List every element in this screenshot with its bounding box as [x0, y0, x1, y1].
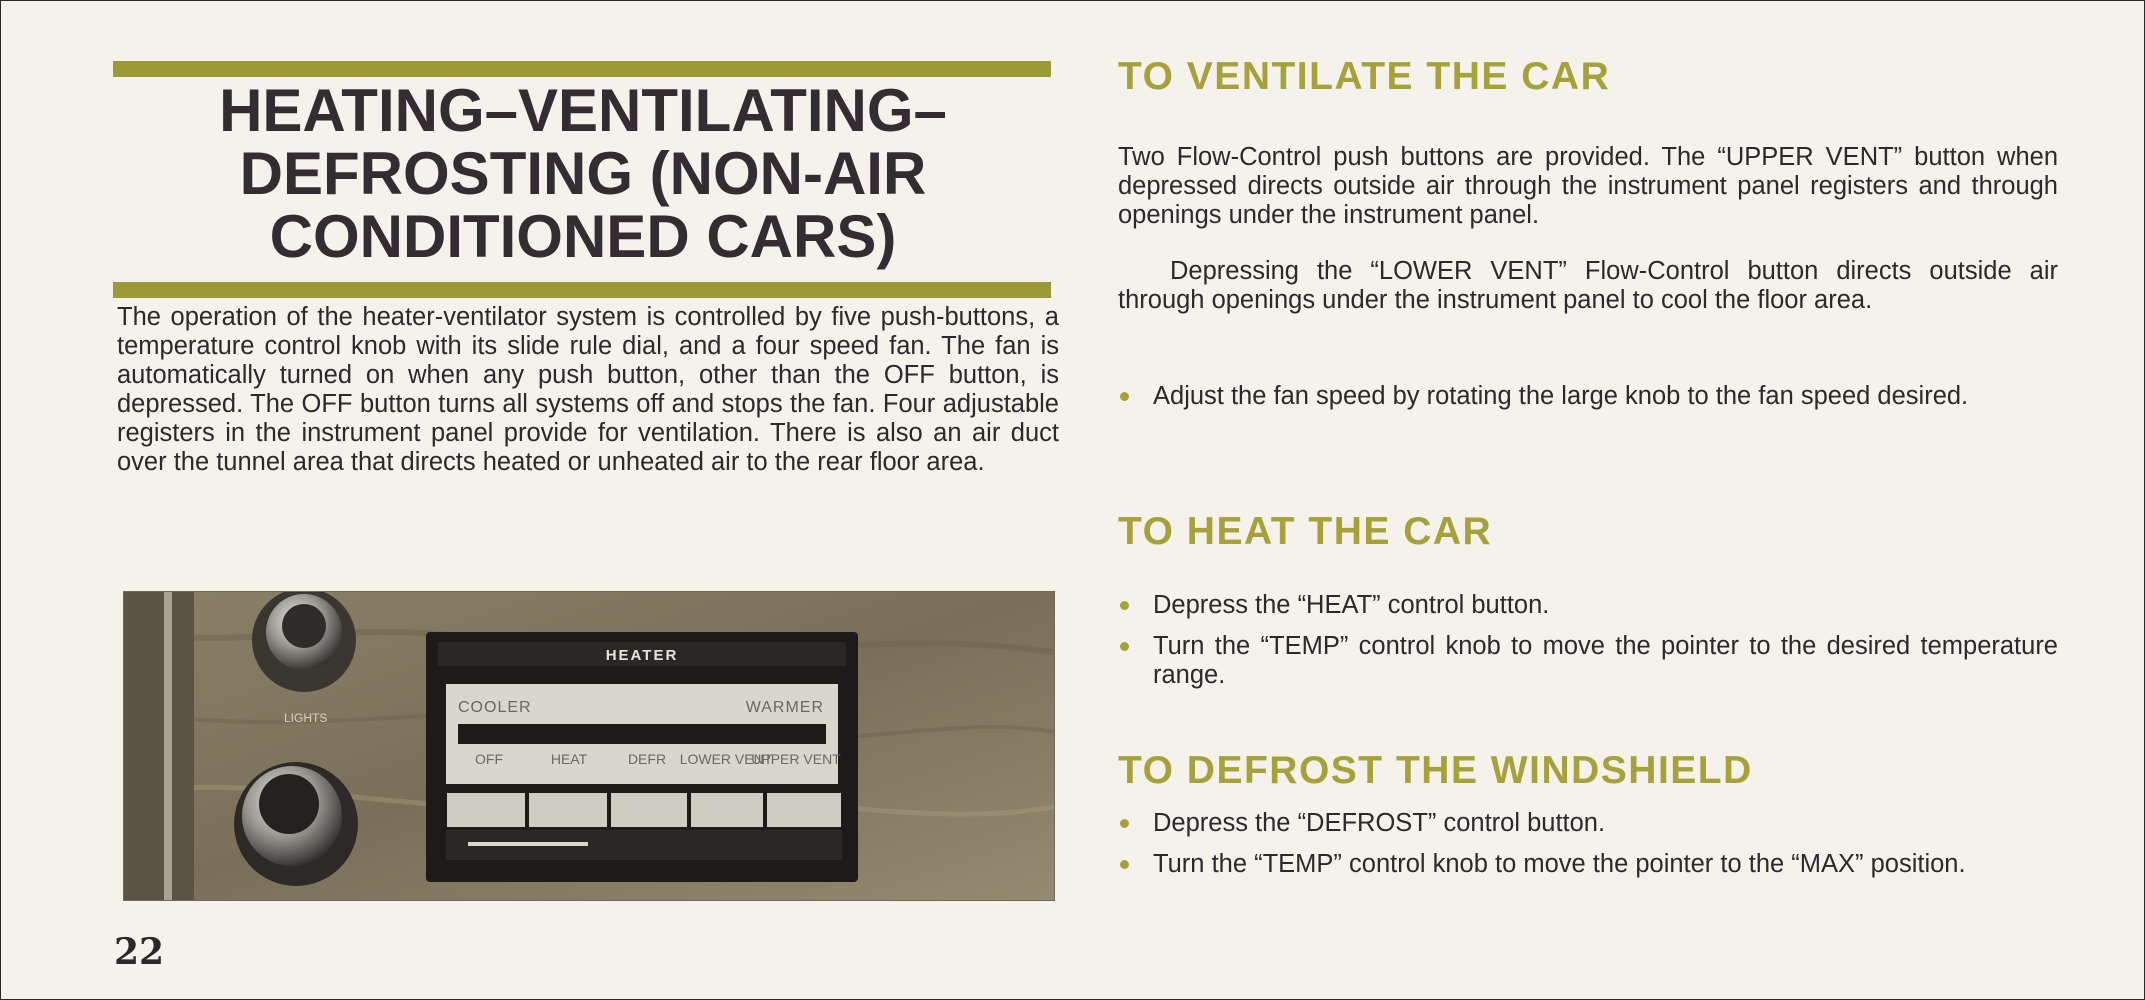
list-item: [1118, 809, 2058, 838]
bullet-icon: [1120, 819, 1129, 828]
heat-bullet-2-text: Turn the “TEMP” control knob to move the pointer to the desired temperature range.: [1153, 632, 2058, 689]
heater-control-photo: [123, 591, 1055, 901]
ventilate-paragraph-1: Two Flow-Control push buttons are provided. The “UPPER VENT” button when depressed directs outside air through the instrument panel registers and through openings under the instrument panel.: [1118, 143, 2058, 229]
defrost-bullet-1-text: Depress the “DEFROST” control button.: [1153, 809, 1606, 837]
ventilate-bullet-1-text: Adjust the fan speed by rotating the large knob to the fan speed desired.: [1153, 382, 1969, 410]
list-item: [1118, 382, 2058, 411]
defrost-bullet-2-text: Turn the “TEMP” control knob to move the pointer to the “MAX” position.: [1153, 850, 1966, 878]
title-bottom-rule: [113, 282, 1051, 298]
bullet-icon: [1120, 642, 1129, 651]
heading-ventilate: TO VENTILATE THE CAR: [1118, 55, 1611, 98]
fan-speed-knob: [234, 762, 358, 886]
heading-defrost: TO DEFROST THE WINDSHIELD: [1118, 749, 1753, 792]
heat-bullet-1-text: Depress the “HEAT” control button.: [1153, 591, 1550, 619]
title-line-3: CONDITIONED CARS): [269, 203, 897, 270]
title-line-2: DEFROSTING (NON-AIR: [239, 140, 927, 207]
list-item: [1118, 632, 2058, 690]
button-label-defr: DEFR: [627, 751, 667, 767]
button-label-upper-vent: UPPER VENT: [751, 751, 841, 767]
bullet-icon: [1120, 601, 1129, 610]
button-label-heat: HEAT: [550, 751, 588, 767]
ventilate-bullets: [1118, 382, 2058, 423]
page-number: 22: [114, 931, 165, 973]
list-item: [1118, 850, 2058, 879]
bullet-icon: [1120, 860, 1129, 869]
title-top-rule: [113, 61, 1051, 77]
warmer-label: WARMER: [745, 699, 824, 716]
list-item: [1118, 591, 2058, 620]
ventilate-paragraph-2: Depressing the “LOWER VENT” Flow-Control button directs outside air through openings under the instrument panel to cool the floor area.: [1118, 257, 2058, 314]
heading-heat: TO HEAT THE CAR: [1118, 510, 1493, 553]
intro-paragraph: The operation of the heater-ventilator system is controlled by five push-buttons, a temperature control knob with its slide rule dial, and a four speed fan. The fan is automatically turned on when any push button, other than the OFF button, is depressed. The OFF button turns all systems off and stops the fan. Four adjustable registers in the instrument panel provide for ventilation. There is also an air duct over the tunnel area that directs heated or unheated air to the rear floor area.: [117, 303, 1059, 476]
bullet-icon: [1120, 392, 1129, 401]
button-label-lower-vent: LOWER VENT: [679, 751, 773, 767]
page-title: [113, 79, 1053, 268]
upper-knob: [252, 592, 356, 692]
button-label-off: OFF: [475, 751, 503, 767]
heater-control-illustration: [124, 592, 1054, 900]
control-panel: [426, 632, 858, 882]
heater-label: HEATER: [605, 647, 679, 664]
heat-bullets: [1118, 591, 2058, 702]
title-line-1: HEATING–VENTILATING–: [219, 77, 947, 144]
knob-label: LIGHTS: [284, 711, 328, 725]
defrost-bullets: [1118, 809, 2058, 891]
cooler-label: COOLER: [458, 699, 532, 716]
